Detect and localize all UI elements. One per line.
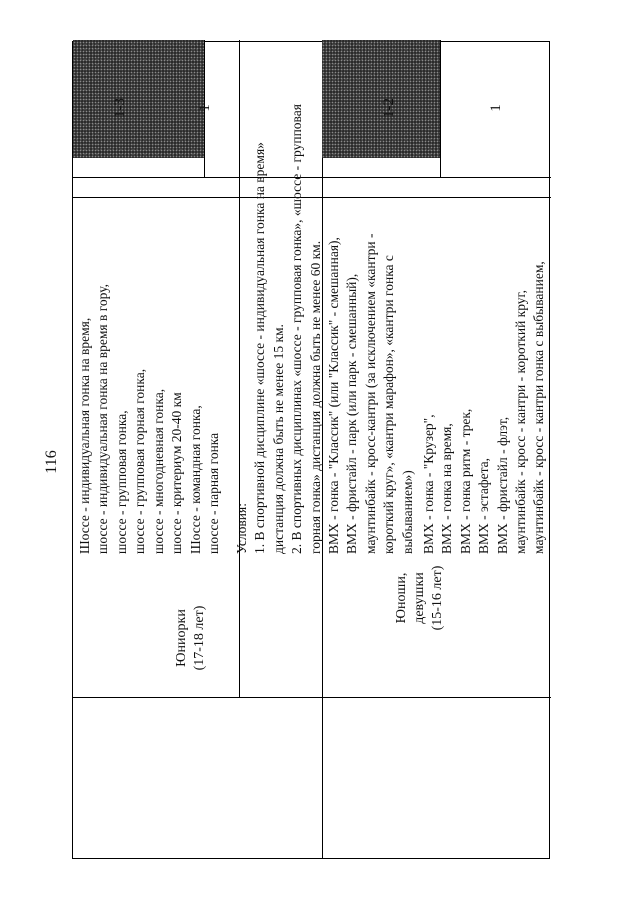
group-label-juniors: Юниорки (17-18 лет) — [174, 605, 207, 671]
group-label-youth: Юноши, девушки (15-16 лет) — [394, 565, 445, 631]
table-rotated-frame — [72, 41, 550, 859]
value-youth-bmx-classic: 1-2 — [381, 98, 397, 118]
value-juniors-road: 1-3 — [112, 98, 128, 118]
value-juniors-team: 1 — [197, 104, 213, 112]
discipline-list-juniors-road: Шоссе - индивидуальная гонка на время, шоссе - индивидуальная гонка на время в гору, шоссе - групповая гонка, шоссе - групповая горная гонка, шоссе - многодневная гонка, шоссе - критериум 20-40 км — [77, 283, 185, 554]
shaded-cell — [73, 40, 204, 158]
conditions-juniors: Условия: 1. В спортивной дисциплине «шоссе - индивидуальная гонка на время» дистанция должна быть не менее 15 км. 2. В спортивных дисциплинах «шоссе - групповая гонка», «шоссе - групповая горная гонка» дистанция должна быть не менее 60 км. — [234, 104, 323, 554]
discipline-list-juniors-team: Шоссе - командная гонка, шоссе - парная гонка — [188, 405, 222, 554]
sport-disciplines-table — [72, 41, 550, 859]
discipline-list-youth-bmx-other: ВМХ - гонка - "Крузер", ВМХ - гонка на время, ВМХ - гонка ритм - трек, ВМХ - эстафета, ВМХ - фристайл - флэт, маунтинбайк - кросс - кантри - короткий круг, маунтинбайк - кросс - кантри гонка с выбыванием, — [421, 261, 547, 554]
rotated-table-sheet — [72, 41, 550, 859]
value-youth-bmx-other: 1 — [488, 104, 504, 112]
discipline-list-youth-bmx-classic: ВМХ - гонка - "Классик" (или "Классик" - смешанная), ВМХ - фристайл - парк (или парк - смешанный), маунтинбайк - кросс-кантри (за исключением «кантри - короткий круг», «кантри марафон», «кантри гонка с выбыванием») — [326, 233, 415, 554]
cell-divider — [440, 40, 441, 178]
column-divider — [73, 697, 551, 698]
page-number: 116 — [43, 450, 60, 474]
